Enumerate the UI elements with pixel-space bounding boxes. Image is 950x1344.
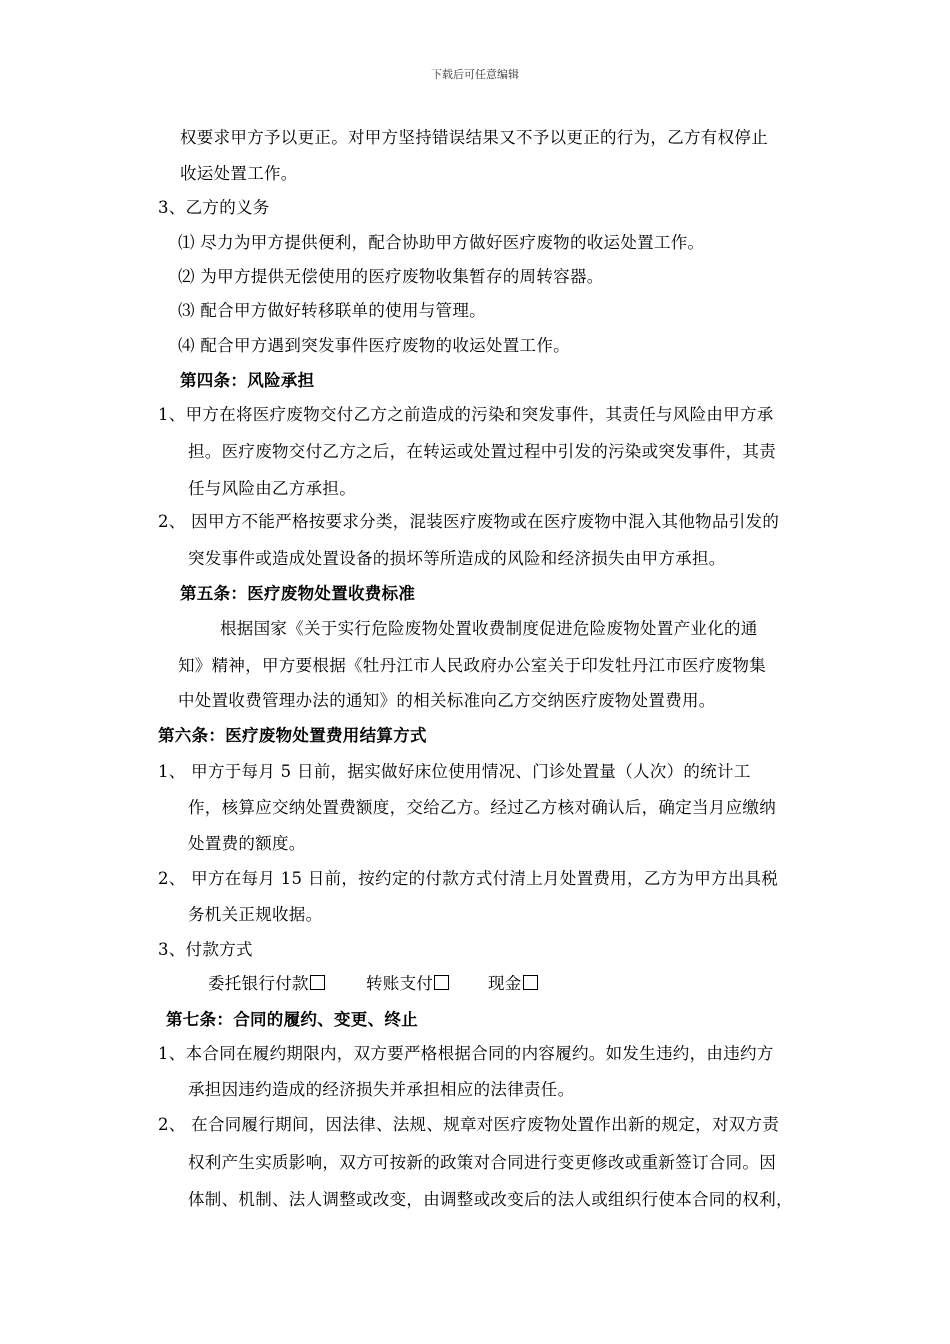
payment-option-cash (488, 973, 538, 995)
body-line: 收运处置工作。 (180, 164, 298, 183)
list-item: 1、 甲方于每月 5 日前，据实做好床位使用情况、门诊处置量（人次）的统计工 (158, 762, 751, 781)
sub-item: ⑶ 配合甲方做好转移联单的使用与管理。 (178, 301, 486, 320)
list-item: 3、乙方的义务 (158, 198, 270, 217)
section-heading: 第四条：风险承担 (180, 371, 315, 390)
body-line: 作，核算应交纳处置费额度，交给乙方。经过乙方核对确认后，确定当月应缴纳 (188, 798, 776, 817)
checkbox[interactable] (434, 975, 449, 990)
payment-option-bank (208, 973, 325, 995)
checkbox[interactable] (523, 975, 538, 990)
body-line: 务机关正规收据。 (188, 905, 323, 924)
option-label: 委托银行付款 (208, 974, 309, 993)
section-heading: 第六条：医疗废物处置费用结算方式 (158, 726, 427, 745)
list-item: 2、 甲方在每月 15 日前，按约定的付款方式付清上月处置费用，乙方为甲方出具税 (158, 869, 779, 888)
sub-item: ⑴ 尽力为甲方提供便利，配合协助甲方做好医疗废物的收运处置工作。 (178, 233, 705, 252)
checkbox[interactable] (310, 975, 325, 990)
body-line: 任与风险由乙方承担。 (188, 479, 356, 498)
body-line: 权利产生实质影响，双方可按新的政策对合同进行变更修改或重新签订合同。因 (188, 1153, 776, 1172)
list-item: 3、付款方式 (158, 940, 253, 959)
sub-item: ⑷ 配合甲方遇到突发事件医疗废物的收运处置工作。 (178, 336, 570, 355)
body-line: 知》精神，甲方要根据《牡丹江市人民政府办公室关于印发牡丹江市医疗废物集 (178, 656, 766, 675)
list-item: 1、甲方在将医疗废物交付乙方之前造成的污染和突发事件，其责任与风险由甲方承 (158, 405, 774, 424)
section-heading: 第七条：合同的履约、变更、终止 (166, 1010, 418, 1029)
body-line: 根据国家《关于实行危险废物处置收费制度促进危险废物处置产业化的通 (220, 619, 758, 638)
body-line: 权要求甲方予以更正。对甲方坚持错误结果又不予以更正的行为，乙方有权停止 (180, 128, 768, 147)
sub-item: ⑵ 为甲方提供无偿使用的医疗废物收集暂存的周转容器。 (178, 267, 604, 286)
body-line: 体制、机制、法人调整或改变，由调整或改变后的法人或组织行使本合同的权利， (188, 1190, 793, 1209)
body-line: 处置费的额度。 (188, 834, 306, 853)
body-line: 承担因违约造成的经济损失并承担相应的法律责任。 (188, 1080, 575, 1099)
body-line: 担。医疗废物交付乙方之后，在转运或处置过程中引发的污染或突发事件，其责 (188, 442, 776, 461)
page-header: 下载后可任意编辑 (431, 68, 519, 81)
list-item: 1、本合同在履约期限内，双方要严格根据合同的内容履约。如发生违约，由违约方 (158, 1044, 774, 1063)
body-line: 中处置收费管理办法的通知》的相关标准向乙方交纳医疗废物处置费用。 (178, 691, 716, 710)
option-label: 现金 (488, 974, 522, 993)
list-item: 2、 在合同履行期间，因法律、法规、规章对医疗废物处置作出新的规定，对双方责 (158, 1115, 780, 1134)
list-item: 2、 因甲方不能严格按要求分类，混装医疗废物或在医疗废物中混入其他物品引发的 (158, 512, 780, 531)
option-label: 转账支付 (366, 974, 434, 993)
payment-option-transfer (366, 973, 449, 995)
section-heading: 第五条：医疗废物处置收费标准 (180, 584, 416, 603)
body-line: 突发事件或造成处置设备的损坏等所造成的风险和经济损失由甲方承担。 (188, 549, 726, 568)
